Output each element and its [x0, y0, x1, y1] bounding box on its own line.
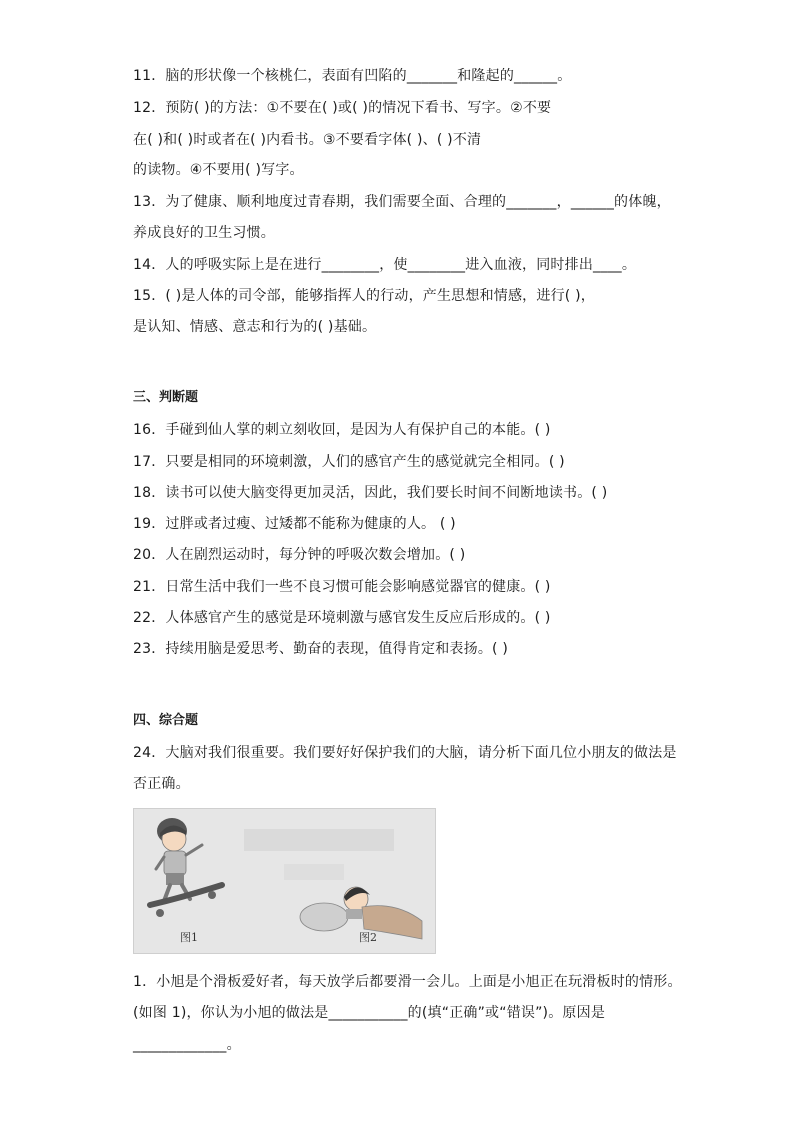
background-smudge [244, 829, 394, 851]
question-13-line2: 养成良好的卫生习惯。 [133, 225, 275, 241]
sub-question-1-line1: 1．小旭是个滑板爱好者，每天放学后都要滑一会儿。上面是小旭正在玩滑板时的情形。 [133, 974, 682, 990]
illustration-figure [133, 808, 436, 954]
question-15-line2: 是认知、情感、意志和行为的( )基础。 [133, 319, 377, 335]
question-16: 16．手碰到仙人掌的刺立刻收回，是因为人有保护自己的本能。( ) [133, 422, 551, 438]
question-11: 11．脑的形状像一个核桃仁，表面有凹陷的_______和隆起的______。 [133, 68, 572, 84]
background-smudge [284, 864, 344, 880]
question-17: 17．只要是相同的环境刺激，人们的感官产生的感觉就完全相同。( ) [133, 454, 565, 470]
question-21: 21．日常生活中我们一些不良习惯可能会影响感觉器官的健康。( ) [133, 579, 551, 595]
sub-question-1-line2: (如图 1)，你认为小旭的做法是___________的(填“正确”或“错误”)。原因是 [133, 1005, 606, 1021]
question-24-line1: 24．大脑对我们很重要。我们要好好保护我们的大脑，请分析下面几位小朋友的做法是 [133, 745, 677, 761]
question-15-line1: 15．( )是人体的司令部，能够指挥人的行动，产生思想和情感，进行( )， [133, 288, 595, 304]
question-12-line1: 12．预防( )的方法：①不要在( )或( )的情况下看书、写字。②不要 [133, 100, 552, 116]
question-23: 23．持续用脑是爱思考、勤奋的表现，值得肯定和表扬。( ) [133, 641, 508, 657]
figure-caption-2: 图2 [359, 931, 377, 944]
question-18: 18．读书可以使大脑变得更加灵活，因此，我们要长时间不间断地读书。( ) [133, 485, 608, 501]
question-14: 14．人的呼吸实际上是在进行________，使________进入血液，同时排出____。 [133, 257, 637, 273]
section-title-judgement: 三、判断题 [133, 390, 199, 405]
question-12-line3: 的读物。④不要用( )写字。 [133, 162, 304, 178]
question-22: 22．人体感官产生的感觉是环境刺激与感官发生反应后形成的。( ) [133, 610, 551, 626]
boy-skateboard-drawing [150, 818, 222, 917]
sub-question-1-line3: _____________。 [133, 1037, 241, 1053]
question-19: 19．过胖或者过瘦、过矮都不能称为健康的人。 ( ) [133, 516, 456, 532]
question-24-line2: 否正确。 [133, 776, 190, 792]
section-title-comprehensive: 四、综合题 [133, 713, 199, 728]
question-13-line1: 13．为了健康、顺利地度过青春期，我们需要全面、合理的_______，______的体魄， [133, 194, 671, 210]
figure-caption-1: 图1 [180, 931, 198, 944]
question-20: 20．人在剧烈运动时，每分钟的呼吸次数会增加。( ) [133, 547, 466, 563]
question-12-line2: 在( )和( )时或者在( )内看书。③不要看字体( )、( )不清 [133, 132, 482, 148]
